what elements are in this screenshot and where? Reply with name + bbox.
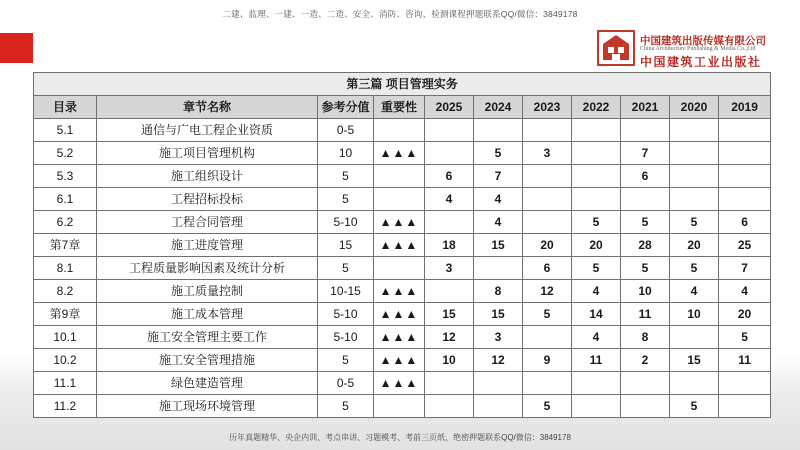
- score-2021-cell: 8: [621, 326, 670, 349]
- exam-score-table: [33, 72, 771, 418]
- score-2019-cell: [719, 188, 771, 211]
- score-2023-cell: [523, 165, 572, 188]
- score-2021-cell: 2: [621, 349, 670, 372]
- importance-cell: ▲▲▲: [374, 326, 425, 349]
- chapter-name-cell: 工程质量影响因素及统计分析: [97, 257, 318, 280]
- header-year-2023: 2023: [523, 96, 572, 119]
- reference-score-cell: 0-5: [318, 119, 374, 142]
- score-2023-cell: [523, 188, 572, 211]
- catalog-cell: 第7章: [34, 234, 97, 257]
- score-2024-cell: 8: [474, 280, 523, 303]
- score-2019-cell: [719, 395, 771, 418]
- chapter-name-cell: 施工安全管理主要工作: [97, 326, 318, 349]
- score-2023-cell: [523, 211, 572, 234]
- score-2021-cell: 6: [621, 165, 670, 188]
- score-2019-cell: 6: [719, 211, 771, 234]
- score-2019-cell: 4: [719, 280, 771, 303]
- header-year-2024: 2024: [474, 96, 523, 119]
- score-2022-cell: 5: [572, 211, 621, 234]
- score-2025-cell: [425, 280, 474, 303]
- bottom-notice: 历年真题精华、央企内训、考点串讲、习题模考、考前三页纸、绝密押题联系QQ/微信：3849178: [229, 433, 571, 442]
- importance-cell: ▲▲▲: [374, 303, 425, 326]
- score-2020-cell: [670, 165, 719, 188]
- score-2023-cell: 5: [523, 303, 572, 326]
- header-reference-score: 参考分值: [318, 96, 374, 119]
- reference-score-cell: 10: [318, 142, 374, 165]
- importance-cell: [374, 119, 425, 142]
- score-2021-cell: [621, 119, 670, 142]
- chapter-name-cell: 施工组织设计: [97, 165, 318, 188]
- chapter-name-cell: 工程招标投标: [97, 188, 318, 211]
- score-2023-cell: 5: [523, 395, 572, 418]
- table-row: [34, 395, 771, 418]
- chapter-name-cell: 工程合同管理: [97, 211, 318, 234]
- score-2020-cell: 20: [670, 234, 719, 257]
- score-2021-cell: 7: [621, 142, 670, 165]
- score-2024-cell: 15: [474, 303, 523, 326]
- header-row: [34, 96, 771, 119]
- importance-cell: [374, 257, 425, 280]
- score-2021-cell: 5: [621, 257, 670, 280]
- catalog-cell: 11.1: [34, 372, 97, 395]
- importance-cell: ▲▲▲: [374, 349, 425, 372]
- catalog-cell: 6.1: [34, 188, 97, 211]
- publisher-logo: [597, 30, 797, 70]
- top-notice: 二建、监理、一建、一造、二造、安全、消防、咨询、检测课程押题联系QQ/微信：3849178: [222, 9, 578, 19]
- score-2024-cell: 3: [474, 326, 523, 349]
- score-2021-cell: 5: [621, 211, 670, 234]
- table-row: [34, 211, 771, 234]
- reference-score-cell: 5: [318, 257, 374, 280]
- score-2019-cell: [719, 165, 771, 188]
- importance-cell: ▲▲▲: [374, 142, 425, 165]
- score-2020-cell: 5: [670, 211, 719, 234]
- importance-cell: ▲▲▲: [374, 280, 425, 303]
- header-importance: 重要性: [374, 96, 425, 119]
- reference-score-cell: 0-5: [318, 372, 374, 395]
- importance-cell: ▲▲▲: [374, 234, 425, 257]
- score-2019-cell: 7: [719, 257, 771, 280]
- score-2023-cell: [523, 119, 572, 142]
- score-2022-cell: 4: [572, 280, 621, 303]
- table-row: [34, 280, 771, 303]
- score-2024-cell: [474, 372, 523, 395]
- table-row: [34, 234, 771, 257]
- score-2022-cell: [572, 165, 621, 188]
- score-2020-cell: [670, 142, 719, 165]
- score-2025-cell: [425, 142, 474, 165]
- importance-cell: [374, 395, 425, 418]
- reference-score-cell: 5: [318, 349, 374, 372]
- score-2025-cell: [425, 211, 474, 234]
- score-2020-cell: 5: [670, 257, 719, 280]
- publisher-emblem-icon: [597, 30, 635, 66]
- chapter-name-cell: 施工现场环境管理: [97, 395, 318, 418]
- score-2020-cell: 5: [670, 395, 719, 418]
- chapter-name-cell: 施工项目管理机构: [97, 142, 318, 165]
- score-2019-cell: 25: [719, 234, 771, 257]
- score-2024-cell: 4: [474, 188, 523, 211]
- table-row: [34, 142, 771, 165]
- chapter-name-cell: 绿色建造管理: [97, 372, 318, 395]
- chapter-name-cell: 施工质量控制: [97, 280, 318, 303]
- score-2025-cell: 10: [425, 349, 474, 372]
- header-year-2025: 2025: [425, 96, 474, 119]
- score-2022-cell: [572, 188, 621, 211]
- red-accent-bar: [0, 33, 33, 63]
- catalog-cell: 6.2: [34, 211, 97, 234]
- publisher-name-en: China Architecture Publishing & Media Co.,Ltd: [640, 46, 756, 52]
- table-row: [34, 165, 771, 188]
- score-2023-cell: 20: [523, 234, 572, 257]
- score-2023-cell: 3: [523, 142, 572, 165]
- chapter-name-cell: 通信与广电工程企业资质: [97, 119, 318, 142]
- score-2025-cell: 15: [425, 303, 474, 326]
- score-2025-cell: [425, 372, 474, 395]
- chapter-name-cell: 施工安全管理措施: [97, 349, 318, 372]
- score-2025-cell: [425, 395, 474, 418]
- importance-cell: ▲▲▲: [374, 372, 425, 395]
- header-year-2019: 2019: [719, 96, 771, 119]
- score-2024-cell: 7: [474, 165, 523, 188]
- reference-score-cell: 5-10: [318, 211, 374, 234]
- score-2025-cell: 4: [425, 188, 474, 211]
- score-2023-cell: [523, 372, 572, 395]
- score-2022-cell: [572, 372, 621, 395]
- score-2021-cell: [621, 188, 670, 211]
- importance-cell: ▲▲▲: [374, 211, 425, 234]
- table-row: [34, 303, 771, 326]
- score-2022-cell: 20: [572, 234, 621, 257]
- reference-score-cell: 5: [318, 188, 374, 211]
- score-2020-cell: [670, 326, 719, 349]
- section-title-row: [34, 73, 771, 96]
- score-2019-cell: 11: [719, 349, 771, 372]
- score-2025-cell: 3: [425, 257, 474, 280]
- score-2022-cell: [572, 142, 621, 165]
- score-2024-cell: 5: [474, 142, 523, 165]
- score-2023-cell: 9: [523, 349, 572, 372]
- score-2019-cell: [719, 142, 771, 165]
- score-2023-cell: 6: [523, 257, 572, 280]
- score-2022-cell: 14: [572, 303, 621, 326]
- score-2019-cell: [719, 372, 771, 395]
- score-2019-cell: [719, 119, 771, 142]
- score-2020-cell: [670, 372, 719, 395]
- score-2022-cell: [572, 395, 621, 418]
- publisher-brand: 中国建筑工业出版社: [640, 55, 762, 69]
- reference-score-cell: 5-10: [318, 303, 374, 326]
- score-2025-cell: 12: [425, 326, 474, 349]
- table-row: [34, 372, 771, 395]
- table-row: [34, 188, 771, 211]
- catalog-cell: 5.3: [34, 165, 97, 188]
- reference-score-cell: 5: [318, 395, 374, 418]
- score-2020-cell: [670, 119, 719, 142]
- catalog-cell: 8.1: [34, 257, 97, 280]
- score-2021-cell: [621, 372, 670, 395]
- importance-cell: [374, 188, 425, 211]
- reference-score-cell: 5-10: [318, 326, 374, 349]
- score-2024-cell: [474, 395, 523, 418]
- reference-score-cell: 15: [318, 234, 374, 257]
- score-2020-cell: 15: [670, 349, 719, 372]
- score-2023-cell: 12: [523, 280, 572, 303]
- table-row: [34, 349, 771, 372]
- score-2022-cell: 11: [572, 349, 621, 372]
- catalog-cell: 10.2: [34, 349, 97, 372]
- score-2020-cell: 4: [670, 280, 719, 303]
- table-row: [34, 257, 771, 280]
- catalog-cell: 10.1: [34, 326, 97, 349]
- section-title: 第三篇 项目管理实务: [34, 73, 771, 96]
- score-2020-cell: [670, 188, 719, 211]
- score-2020-cell: 10: [670, 303, 719, 326]
- reference-score-cell: 5: [318, 165, 374, 188]
- score-2025-cell: [425, 119, 474, 142]
- catalog-cell: 11.2: [34, 395, 97, 418]
- score-2024-cell: 12: [474, 349, 523, 372]
- reference-score-cell: 10-15: [318, 280, 374, 303]
- catalog-cell: 5.2: [34, 142, 97, 165]
- score-2024-cell: 4: [474, 211, 523, 234]
- score-2022-cell: 4: [572, 326, 621, 349]
- table-row: [34, 326, 771, 349]
- score-2025-cell: 6: [425, 165, 474, 188]
- score-2024-cell: 15: [474, 234, 523, 257]
- score-2019-cell: 20: [719, 303, 771, 326]
- table-row: [34, 119, 771, 142]
- score-2024-cell: [474, 257, 523, 280]
- publisher-name-cn: 中国建筑出版传媒有限公司: [640, 35, 766, 47]
- header-year-2022: 2022: [572, 96, 621, 119]
- score-2021-cell: 11: [621, 303, 670, 326]
- catalog-cell: 5.1: [34, 119, 97, 142]
- header-year-2020: 2020: [670, 96, 719, 119]
- importance-cell: [374, 165, 425, 188]
- score-2024-cell: [474, 119, 523, 142]
- score-2021-cell: 28: [621, 234, 670, 257]
- score-2023-cell: [523, 326, 572, 349]
- catalog-cell: 第9章: [34, 303, 97, 326]
- score-2022-cell: 5: [572, 257, 621, 280]
- score-2021-cell: [621, 395, 670, 418]
- header-chapter-name: 章节名称: [97, 96, 318, 119]
- score-2022-cell: [572, 119, 621, 142]
- chapter-name-cell: 施工进度管理: [97, 234, 318, 257]
- header-year-2021: 2021: [621, 96, 670, 119]
- catalog-cell: 8.2: [34, 280, 97, 303]
- score-2021-cell: 10: [621, 280, 670, 303]
- chapter-name-cell: 施工成本管理: [97, 303, 318, 326]
- score-2019-cell: 5: [719, 326, 771, 349]
- header-catalog: 目录: [34, 96, 97, 119]
- score-2025-cell: 18: [425, 234, 474, 257]
